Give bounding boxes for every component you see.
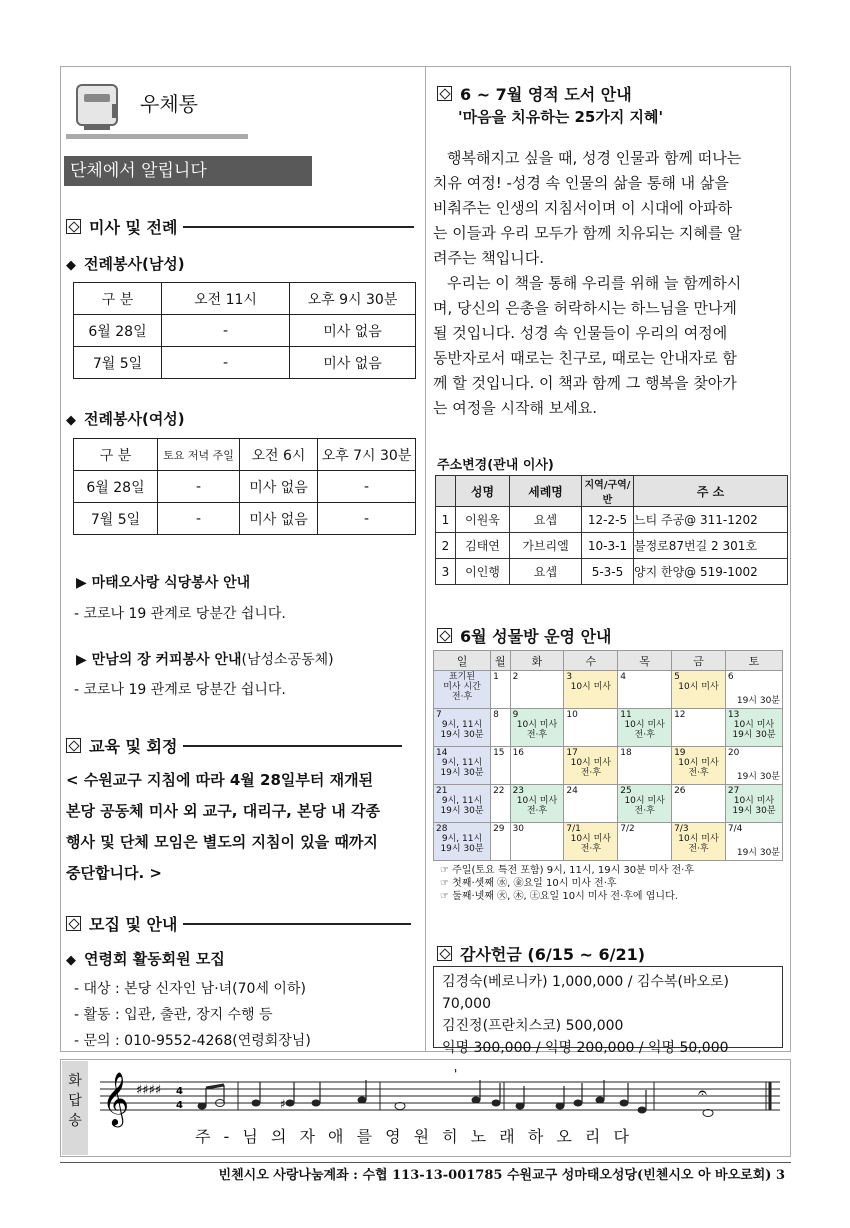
calendar-cell-text: 전·후	[451, 692, 473, 702]
calendar-cell-text: 19시 30분	[732, 730, 776, 740]
calendar-cell-text: 10시 미사	[678, 834, 719, 844]
coffee-text: - 코로나 19 관계로 당분간 쉽니다.	[74, 682, 286, 698]
calendar-cell-text: 10시 미사	[570, 682, 612, 692]
calendar-week-row	[434, 709, 783, 747]
calendar-cell-text: 표기된	[448, 672, 476, 682]
calendar-day-number: 5	[674, 672, 680, 682]
calendar-cell-text: 19시 30분	[440, 844, 484, 854]
calendar-day-number: 24	[566, 786, 578, 796]
calendar-day-number: 7/4	[727, 824, 743, 834]
calendar-day-number: 7/1	[566, 824, 581, 834]
calendar-cell-text: 전·후	[688, 844, 709, 854]
calendar-cell-text: 10시 미사	[516, 720, 558, 730]
calendar-day-number: 4	[620, 672, 626, 682]
calendar-day-cell	[564, 709, 618, 747]
footer-rule	[60, 1162, 791, 1163]
calendar-day-number: 12	[674, 710, 686, 720]
book-description: 행복해지고 싶을 때, 성경 인물과 함께 떠나는 치유 여정! -성경 속 인물의 삶을 통해 내 삶을 비춰주는 인생의 지침서이며 이 시대에 아파하 는 이들과 우리 모두가 함께 치유되는 지혜를 알 려주는 책입니다. 우리는 이 책을 통해 우리를 위해 늘 함께하시 며, 당신의 은총을 허락하시는 하느님을 만나게 될 것입니다. 성경 속 인물들이 우리의 여정에 동반자로서 때로는 친구로, 때로는 안내자로 함 께 할 것입니다. 이 책과 함께 그 행복을 찾아가 는 여정을 시작해 보세요.	[433, 149, 742, 417]
mass-section-heading: 미사 및 전례	[66, 215, 414, 238]
calendar-day-number: 7/2	[620, 824, 635, 834]
calendar-cell-text: 9시, 11시	[441, 834, 483, 844]
calendar-cell-text: 19시 30분	[440, 806, 484, 816]
address-change-table: 성명 세례명 지역/구역/반 주 소 1 이원욱 요셉 12-2-5 느티 주공@ 311-1202 2 김태연 가브리엘 10-3-1 불정로87번길 2 301호 3 이인행 요셉 5-3-5 양지 한양@ 519-1002	[435, 475, 788, 585]
calendar-day-number: 2	[512, 672, 519, 682]
calendar-day-number: 6	[727, 672, 734, 682]
calendar-cell-text: 전·후	[526, 730, 548, 740]
section-mark-icon	[437, 946, 452, 961]
section-mark-icon	[66, 219, 81, 234]
recruit-section-heading: 모집 및 안내	[66, 912, 411, 935]
education-section-heading: 교육 및 회정	[66, 734, 402, 757]
calendar-cell-text: 전·후	[688, 768, 709, 778]
calendar-notes: ☞ 주일(토요 특전 포함) 9시, 11시, 19시 30분 미사 전·후 ☞ 첫째·셋째 ㊌, ㊎요일 10시 미사 전·후 ☞ 둘째·넷째 ㊋, ㊍, ㊏요일 10시 미사 전·후에 엽니다.	[440, 865, 695, 902]
calendar-day-cell	[510, 823, 564, 861]
calendar-section-heading: 6월 성물방 운영 안내	[437, 624, 612, 647]
calendar-cell-text: 전·후	[580, 768, 601, 778]
calendar-cell-time: 19시 30분	[736, 696, 780, 706]
calendar-cell-text: 미사 시간	[443, 682, 481, 692]
calendar-cell-text: 9시, 11시	[441, 758, 483, 768]
calendar-day-cell	[491, 785, 511, 823]
calendar-day-cell	[672, 747, 726, 785]
header-rule	[66, 134, 248, 139]
calendar-day-cell	[491, 709, 511, 747]
calendar-day-number: 18	[620, 748, 632, 758]
calendar-day-number: 20	[727, 748, 740, 758]
calendar-day-number: 13	[727, 710, 740, 720]
calendar-day-cell	[564, 823, 618, 861]
calendar-day-cell	[491, 671, 511, 709]
hymn-side-char: 송	[68, 1113, 82, 1129]
calendar-day-number: 22	[493, 786, 505, 796]
calendar-day-cell	[725, 671, 782, 709]
calendar-cell-text: 전·후	[580, 844, 601, 854]
column-divider	[425, 66, 426, 1052]
section-mark-icon	[437, 628, 452, 643]
calendar-day-number: 21	[436, 786, 448, 796]
calendar-day-cell	[672, 709, 726, 747]
calendar-cell-text: 19시 30분	[732, 806, 776, 816]
footer-text: 빈첸시오 사랑나눔계좌 : 수협 113-13-001785 수원교구 성마태오성당(빈첸시오 아 바오로회) 3	[218, 1168, 785, 1183]
calendar-day-cell	[564, 785, 618, 823]
hymn-side-char: 화	[68, 1073, 82, 1089]
calendar-day-cell	[725, 747, 782, 785]
calendar-day-number: 23	[512, 786, 525, 796]
calendar-day-cell	[564, 671, 618, 709]
calendar-week-row	[434, 671, 783, 709]
calendar-cell-text: 전·후	[526, 806, 548, 816]
calendar-cell-text: 10시 미사	[733, 796, 775, 806]
book-section-heading: 6 ~ 7월 영적 도서 안내	[437, 82, 632, 105]
svg-text:♯: ♯	[280, 1097, 286, 1111]
notice-bar: 단체에서 알립니다	[64, 156, 312, 186]
calendar-day-cell	[672, 823, 726, 861]
calendar-cell-text: 10시 미사	[570, 834, 612, 844]
men-service-title: ◆ 전례봉사(남성)	[66, 255, 185, 273]
donation-box: 김경숙(베로니카) 1,000,000 / 김수복(바오로) 70,000 김진정(프란치스코) 500,000 익명 300,000 / 익명 200,000 / 익명 50,000	[433, 966, 783, 1048]
address-change-title: 주소변경(관내 이사)	[437, 458, 554, 473]
calendar-week-row	[434, 823, 783, 861]
svg-text:': '	[454, 1068, 458, 1081]
calendar-day-number: 7/3	[674, 824, 689, 834]
calendar-day-cell	[434, 747, 491, 785]
calendar-cell-text: 9시, 11시	[441, 720, 483, 730]
calendar-cell-text: 9시, 11시	[441, 796, 483, 806]
calendar-day-number: 19	[674, 748, 686, 758]
recruit-subtitle: ◆ 연령회 활동회원 모집	[66, 950, 225, 968]
cafeteria-text: - 코로나 19 관계로 당분간 쉽니다.	[74, 606, 286, 622]
calendar-day-cell	[510, 785, 564, 823]
section-mark-icon	[66, 738, 81, 753]
calendar-day-cell	[510, 709, 564, 747]
calendar-day-cell	[725, 823, 782, 861]
calendar-day-number: 30	[512, 824, 525, 834]
men-service-table: 구 분 오전 11시 오후 9시 30분 6월 28일 - 미사 없음 7월 5일 - 미사 없음	[73, 282, 416, 379]
women-service-table: 구 분 토요 저녁 주일 오전 6시 오후 7시 30분 6월 28일 - 미사 없음 - 7월 5일 - 미사 없음 -	[73, 438, 416, 535]
calendar-cell-text: 10시 미사	[570, 758, 612, 768]
women-service-title: ◆ 전례봉사(여성)	[66, 410, 185, 428]
calendar-day-number: 7	[436, 710, 442, 720]
hymn-side-label	[62, 1061, 88, 1155]
section-mark-icon	[66, 916, 81, 931]
calendar-day-number: 11	[620, 710, 632, 720]
recruit-details: - 대상 : 본당 신자인 남·녀(70세 이하) - 활동 : 입관, 출관, 장지 수행 등 - 문의 : 010-9552-4268(연령회장님)	[74, 981, 311, 1049]
calendar-day-number: 28	[436, 824, 448, 834]
calendar-day-cell	[618, 823, 672, 861]
calendar-cell-text: 10시 미사	[733, 720, 775, 730]
calendar-day-number: 3	[566, 672, 573, 682]
calendar-cell-time: 19시 30분	[736, 772, 780, 782]
calendar-day-number: 8	[493, 710, 499, 720]
calendar-day-cell	[434, 823, 491, 861]
calendar-cell-time: 19시 30분	[736, 848, 780, 858]
calendar-day-number: 14	[436, 748, 448, 758]
calendar-week-row	[434, 785, 783, 823]
calendar-day-cell	[725, 785, 782, 823]
page-title: 우체통	[140, 92, 198, 116]
calendar-day-number: 29	[493, 824, 505, 834]
svg-text:4: 4	[176, 1086, 183, 1097]
calendar-cell-text: 전·후	[634, 730, 655, 740]
calendar-day-number: 15	[493, 748, 505, 758]
coffee-title: ▶ 만남의 장 커피봉사 안내(남성소공동체)	[76, 652, 334, 668]
calendar-day-cell	[618, 709, 672, 747]
calendar-day-cell	[491, 747, 511, 785]
calendar-day-cell	[510, 747, 564, 785]
calendar-day-cell	[434, 785, 491, 823]
calendar-cell-text: 10시 미사	[678, 758, 719, 768]
calendar-day-number: 26	[674, 786, 686, 796]
hymn-lyrics: 주 - 님 의 자 애 를 영 원 히 노 래 하 오 리 다	[195, 1127, 631, 1146]
calendar-day-cell	[618, 671, 672, 709]
calendar-day-number: 9	[512, 710, 519, 720]
calendar-day-cell	[672, 785, 726, 823]
calendar-cell-text: 10시 미사	[624, 720, 665, 730]
calendar-day-cell	[491, 823, 511, 861]
hymn-side-chars	[62, 1071, 88, 1131]
calendar-day-number: 1	[493, 672, 499, 682]
svg-text:4: 4	[176, 1100, 183, 1111]
section-mark-icon	[437, 86, 452, 101]
calendar-cell-text: 전·후	[634, 806, 655, 816]
hymn-side-char: 답	[68, 1093, 82, 1109]
calendar-cell-text: 10시 미사	[516, 796, 558, 806]
calendar-day-cell	[434, 709, 491, 747]
donation-section-heading: 감사헌금 (6/15 ~ 6/21)	[437, 942, 645, 965]
music-staff	[100, 1068, 780, 1128]
calendar-day-number: 27	[727, 786, 740, 796]
calendar-day-number: 17	[566, 748, 578, 758]
calendar-day-cell	[618, 747, 672, 785]
calendar-cell-text: 10시 미사	[624, 796, 665, 806]
svg-text:𝄞: 𝄞	[102, 1071, 130, 1125]
svg-text:𝄐: 𝄐	[698, 1083, 707, 1102]
calendar-day-cell	[618, 785, 672, 823]
calendar-day-cell	[564, 747, 618, 785]
calendar-day-number: 25	[620, 786, 632, 796]
calendar-day-cell	[672, 671, 726, 709]
calendar-week-row	[434, 747, 783, 785]
calendar-cell-text: 19시 30분	[440, 768, 484, 778]
calendar-day-cell	[725, 709, 782, 747]
education-notice: < 수원교구 지침에 따라 4월 28일부터 재개된 본당 공동체 미사 외 교구, 대리구, 본당 내 각종 행사 및 단체 모임은 별도의 지침이 있을 때까지 중단합니다. >	[66, 771, 380, 882]
calendar-cell-text: 19시 30분	[440, 730, 484, 740]
calendar-day-number: 16	[512, 748, 525, 758]
svg-text:♯♯♯♯: ♯♯♯♯	[136, 1083, 162, 1098]
cafeteria-title: ▶ 마태오사랑 식당봉사 안내	[76, 575, 251, 591]
book-title: '마음을 치유하는 25가지 지혜'	[458, 108, 664, 126]
calendar-table: 일 월 화 수 목 금 토 표기된 미사 시간 전·후 1 2 3 10시 미사 4 5 10시 미사 6 19시 30분 7 9시, 11시 19시 30분 8 9 10시 미사 전·후 10 11 10시 미사 전·후 12 13 10시 미사 19시 30분 14 9시, 11시 19시 30분 15 16 17 10시 미사 전·후 18 19 10시 미사 전·후 20 19시 30분 21 9시, 11시 19시 30분 22 23 10시 미사 전·후 24 25 10시 미사 전·후 26 27 10시 미사 19시 30분 28 9시, 11시 19시 30분 29 30 7/1 10시 미사 전·후 7/2 7/3 10시 미사 전·후 7/4 19시 30분	[433, 650, 783, 861]
calendar-cell-text: 10시 미사	[678, 682, 719, 692]
calendar-day-cell	[510, 671, 564, 709]
mailbox-icon	[76, 84, 118, 126]
calendar-day-cell	[434, 671, 491, 709]
calendar-day-number: 10	[566, 710, 578, 720]
